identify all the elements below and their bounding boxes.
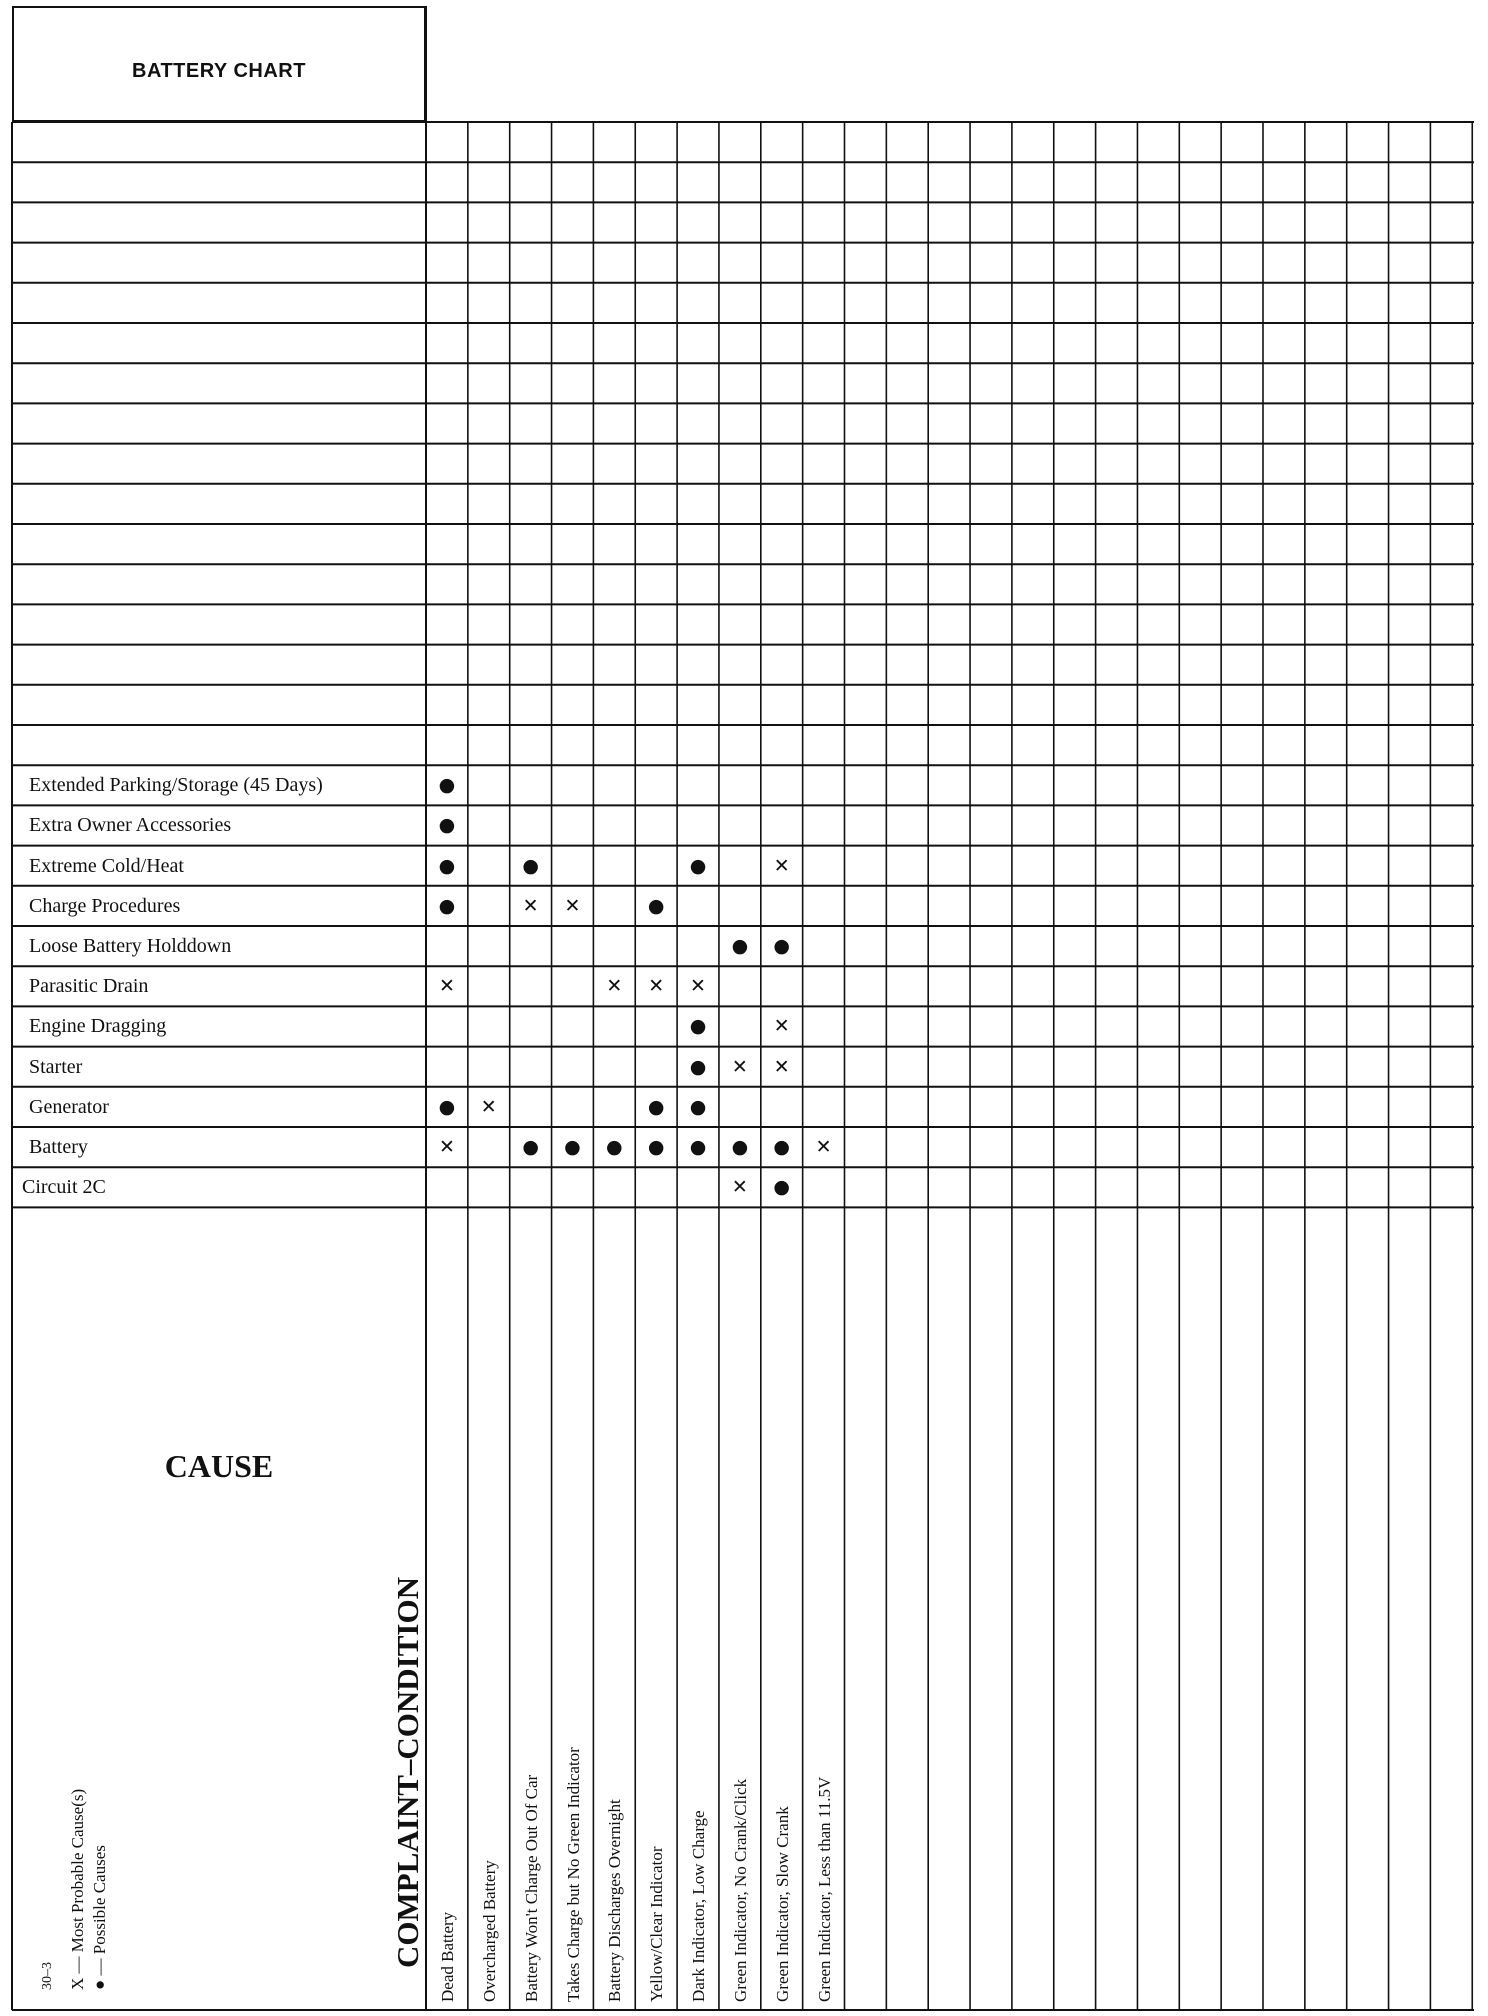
possible-cause-mark: ● <box>689 1095 707 1118</box>
possible-cause-mark: ● <box>522 854 539 877</box>
possible-cause-mark: ● <box>773 935 791 957</box>
most-probable-mark: ✕ <box>438 975 455 998</box>
most-probable-mark: ✕ <box>480 1095 497 1118</box>
cause-label: Generator <box>29 1095 109 1118</box>
complaint-label: Battery Won't Charge Out Of Car <box>521 1774 541 2002</box>
possible-cause-mark: ● <box>689 1055 707 1078</box>
cause-label: Extreme Cold/Heat <box>29 854 184 877</box>
most-probable-mark: ✕ <box>606 975 623 998</box>
possible-cause-mark: ● <box>606 1136 623 1158</box>
possible-cause-mark: ● <box>773 1136 791 1158</box>
cause-label: Parasitic Drain <box>29 975 149 998</box>
most-probable-mark: ✕ <box>438 1136 455 1158</box>
complaint-label: Takes Charge but No Green Indicator <box>563 1747 583 2002</box>
complaint-label: Dark Indicator, Low Charge <box>689 1810 709 2002</box>
most-probable-mark: ✕ <box>648 975 665 998</box>
possible-cause-mark: ● <box>647 894 665 917</box>
most-probable-mark: ✕ <box>731 1055 748 1078</box>
possible-cause-mark: ● <box>731 1136 749 1158</box>
most-probable-mark: ✕ <box>522 894 539 917</box>
cause-label: Engine Dragging <box>29 1015 167 1038</box>
most-probable-mark: ✕ <box>773 1055 790 1078</box>
possible-cause-mark: ● <box>438 774 456 797</box>
most-probable-mark: ✕ <box>773 854 790 877</box>
complaint-label: Green Indicator, No Crank/Click <box>730 1778 750 2002</box>
complaint-label: Green Indicator, Less than 11.5V <box>814 1776 834 2002</box>
possible-cause-mark: ● <box>731 935 749 957</box>
cause-heading: CAUSE <box>164 1448 274 1484</box>
complaint-label: Green Indicator, Slow Crank <box>772 1806 792 2002</box>
complaint-condition-heading: COMPLAINT–CONDITION <box>390 1577 425 1968</box>
most-probable-mark: ✕ <box>731 1176 748 1199</box>
possible-cause-mark: ● <box>522 1136 539 1158</box>
cause-label: Circuit 2C <box>22 1176 106 1199</box>
most-probable-mark: ✕ <box>773 1015 790 1038</box>
most-probable-mark: ✕ <box>690 975 706 998</box>
legend-page-code: 30–3 <box>40 1962 55 1990</box>
complaint-label: Dead Battery <box>438 1911 457 2002</box>
possible-cause-mark: ● <box>438 894 456 917</box>
cause-label: Charge Procedures <box>29 894 181 917</box>
complaint-label: Battery Discharges Overnight <box>605 1799 625 2002</box>
possible-cause-mark: ● <box>689 1136 707 1158</box>
possible-cause-mark: ● <box>438 814 456 837</box>
possible-cause-mark: ● <box>438 854 456 877</box>
possible-cause-mark: ● <box>438 1095 456 1118</box>
legend-possible: ● — Possible Causes <box>90 1845 109 1990</box>
chart-title: BATTERY CHART <box>132 60 306 82</box>
cause-label: Extended Parking/Storage (45 Days) <box>29 774 323 797</box>
cause-label: Starter <box>29 1055 83 1078</box>
cause-label: Loose Battery Holddown <box>29 935 232 957</box>
cause-label: Extra Owner Accessories <box>29 814 232 837</box>
legend-most-probable: X — Most Probable Cause(s) <box>68 1788 87 1990</box>
possible-cause-mark: ● <box>647 1095 665 1118</box>
complaint-label: Overcharged Battery <box>479 1860 499 2002</box>
possible-cause-mark: ● <box>689 854 707 877</box>
possible-cause-mark: ● <box>647 1136 665 1158</box>
cause-label: Battery <box>29 1136 88 1158</box>
most-probable-mark: ✕ <box>564 894 581 917</box>
possible-cause-mark: ● <box>689 1015 707 1038</box>
possible-cause-mark: ● <box>564 1136 581 1158</box>
possible-cause-mark: ● <box>773 1176 791 1199</box>
most-probable-mark: ✕ <box>815 1136 832 1158</box>
complaint-label: Yellow/Clear Indicator <box>647 1846 667 2002</box>
